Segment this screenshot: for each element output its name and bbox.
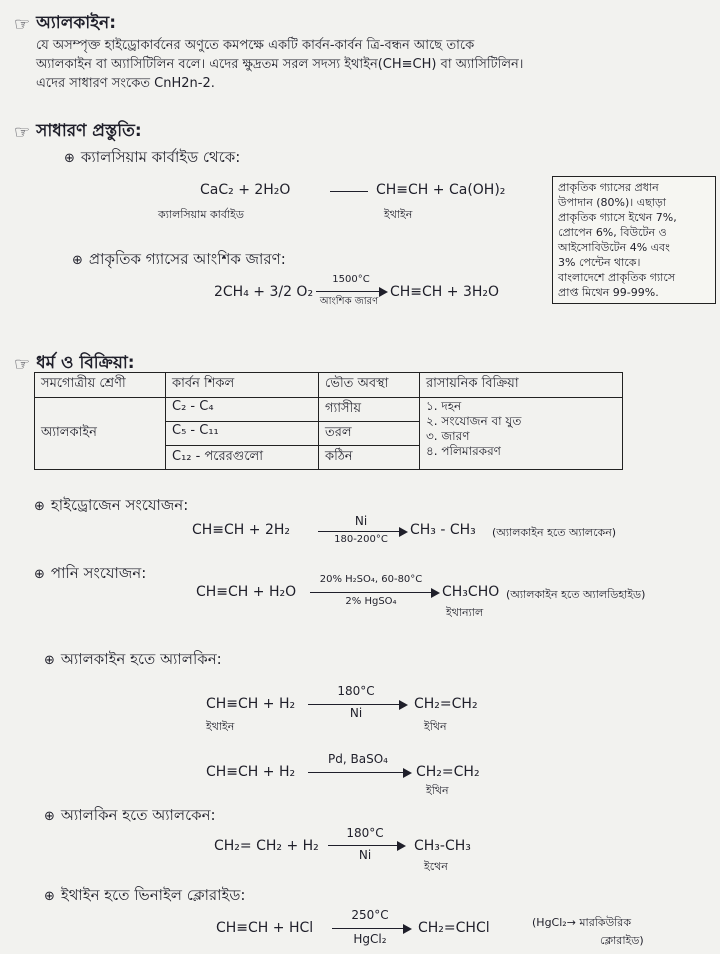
section-props-title: ☞ ধর্ম ও বিক্রিয়া: (14, 353, 135, 375)
pointing-hand-icon: ☞ (14, 13, 31, 35)
reaction-list-cell: ১. দহন ২. সংযোজন বা যুত ৩. জারণ ৪. পলিমারকরণ (420, 398, 623, 470)
natgas-heading: ⊕ প্রাকৃতিক গ্যাসের আংশিক জারণ: (72, 250, 286, 268)
circle-bullet-icon: ⊕ (44, 653, 55, 668)
natural-gas-note-box: প্রাকৃতিক গ্যাসের প্রধান উপাদান (80%)। এছাড়া প্রাকৃতিক গ্যাসে ইথেন 7%, প্রোপেন 6%, বিউটেন ও আইসোবিউটেন 4% এবং 3% পেন্টেন থাকে। বাংলাদেশে প্রাকৃতিক গ্যাসে প্রাপ্ত মিথেন 99-99%. (552, 176, 716, 304)
circle-bullet-icon: ⊕ (72, 253, 83, 268)
alkene-eq1-cond-bottom: Ni (349, 706, 363, 720)
chain-cell: C₅ - C₁₁ (166, 422, 319, 446)
vinyl-note-2: ক্লোরাইড) (600, 934, 644, 947)
properties-table (34, 372, 623, 470)
carbide-heading: ⊕ ক্যালসিয়াম কার্বাইড থেকে: (64, 148, 241, 166)
vinyl-note: (HgCl₂→ মারকিউরিক (532, 916, 632, 929)
h2-cond-top: Ni (354, 514, 368, 528)
header-family: সমগোত্রীয় শ্রেণী (35, 373, 166, 398)
h2-addition-heading: ⊕ হাইড্রোজেন সংযোজন: (34, 496, 189, 514)
vinyl-lhs: CH≡CH + HCl (216, 920, 314, 936)
carbide-lhs: CaC₂ + 2H₂O (200, 182, 291, 198)
state-cell: তরল (319, 422, 420, 446)
arrowhead-icon (403, 768, 412, 778)
arrowhead-icon (431, 588, 440, 598)
alkene-eq1-rhs-name: ইথিন (424, 720, 447, 733)
vinyl-cond-bottom: HgCl₂ (353, 932, 387, 946)
h2-lhs: CH≡CH + 2H₂ (192, 522, 291, 538)
vinyl-rhs: CH₂=CHCl (418, 920, 490, 936)
carbide-arrow (330, 191, 368, 192)
circle-bullet-icon: ⊕ (64, 151, 75, 166)
water-lhs: CH≡CH + H₂O (196, 584, 297, 600)
water-cond-bottom: 2% HgSO₄ (345, 596, 397, 607)
state-cell: কঠিন (319, 446, 420, 470)
state-cell: গ্যাসীয় (319, 398, 420, 422)
h2-note: (অ্যালকাইন হতে অ্যালকেন) (492, 526, 617, 539)
header-reaction: রাসায়নিক বিক্রিয়া (420, 373, 623, 398)
natgas-cond-bottom: আংশিক জারণ (319, 296, 379, 307)
circle-bullet-icon: ⊕ (44, 809, 55, 824)
carbide-lhs-name: ক্যালসিয়াম কার্বাইড (158, 208, 244, 221)
alkene-eq2-cond-top: Pd, BaSO₄ (328, 752, 388, 766)
circle-bullet-icon: ⊕ (34, 499, 45, 514)
water-rhs: CH₃CHO (442, 584, 500, 600)
carbide-rhs: CH≡CH + Ca(OH)₂ (376, 182, 506, 198)
h2-rhs: CH₃ - CH₃ (410, 522, 476, 538)
water-rhs-name: ইথান্যাল (446, 606, 484, 619)
h2-arrow (318, 531, 400, 532)
alkene-eq1-rhs: CH₂=CH₂ (414, 696, 478, 712)
alkane-cond-top: 180°C (346, 826, 384, 840)
water-arrow (310, 592, 432, 593)
header-state: ভৌত অবস্থা (319, 373, 420, 398)
alkene-eq2-rhs: CH₂=CH₂ (416, 764, 480, 780)
natgas-lhs: 2CH₄ + 3/2 O₂ (214, 284, 314, 300)
alkyne-to-alkene-heading: ⊕ অ্যালকাইন হতে অ্যালকিন: (44, 650, 222, 668)
natgas-rhs: CH≡CH + 3H₂O (390, 284, 500, 300)
alkane-arrow (328, 845, 398, 846)
circle-bullet-icon: ⊕ (34, 567, 45, 582)
header-chain: কার্বন শিকল (166, 373, 319, 398)
alkene-to-alkane-heading: ⊕ অ্যালকিন হতে অ্যালকেন: (44, 806, 216, 824)
pointing-hand-icon: ☞ (14, 353, 31, 375)
family-cell: অ্যালকাইন (35, 398, 166, 470)
alkene-eq1-lhs: CH≡CH + H₂ (206, 696, 296, 712)
water-addition-heading: ⊕ পানি সংযোজন: (34, 564, 147, 582)
vinyl-chloride-heading: ⊕ ইথাইন হতে ভিনাইল ক্লোরাইড: (44, 886, 246, 904)
natgas-cond-top: 1500°C (332, 274, 370, 285)
chain-cell: C₂ - C₄ (166, 398, 319, 422)
alkene-eq1-arrow (308, 704, 400, 705)
alkene-eq1-lhs-name: ইথাইন (206, 720, 235, 733)
alkane-rhs: CH₃-CH₃ (414, 838, 471, 854)
alkyne-definition: যে অসম্পৃক্ত হাইড্রোকার্বনের অণুতে কমপক্ষে একটি কার্বন-কার্বন ত্রি-বন্ধন আছে তাকে অ্যালকাইন বা অ্যাসিটিলিন বলে। এদের ক্ষুদ্রতম সরল সদস্য ইথাইন(CH≡CH) বা অ্যাসিটিলিন। এদের সাধারণ সংকেত CnH2n-2. (36, 38, 524, 91)
water-note: (অ্যালকাইন হতে অ্যালডিহাইড) (506, 588, 646, 601)
vinyl-cond-top: 250°C (351, 908, 389, 922)
section-alkyne-title: ☞ অ্যালকাইন: (14, 13, 117, 35)
alkane-lhs: CH₂= CH₂ + H₂ (214, 838, 319, 854)
circle-bullet-icon: ⊕ (44, 889, 55, 904)
natgas-arrow (316, 291, 380, 292)
alkene-eq1-cond-top: 180°C (337, 684, 375, 698)
carbide-rhs-name: ইথাইন (384, 208, 413, 221)
vinyl-arrow (332, 928, 404, 929)
alkane-rhs-name: ইথেন (424, 860, 448, 873)
alkene-eq2-arrow (308, 772, 404, 773)
section-prep-title: ☞ সাধারণ প্রস্তুতি: (14, 121, 142, 143)
alkane-cond-bottom: Ni (358, 848, 372, 862)
alkene-eq2-rhs-name: ইথিন (426, 784, 449, 797)
water-cond-top: 20% H₂SO₄, 60-80°C (319, 574, 423, 585)
alkene-eq2-lhs: CH≡CH + H₂ (206, 764, 296, 780)
chain-cell: C₁₂ - পরেরগুলো (166, 446, 319, 470)
h2-cond-bottom: 180-200°C (334, 534, 388, 545)
pointing-hand-icon: ☞ (14, 121, 31, 143)
